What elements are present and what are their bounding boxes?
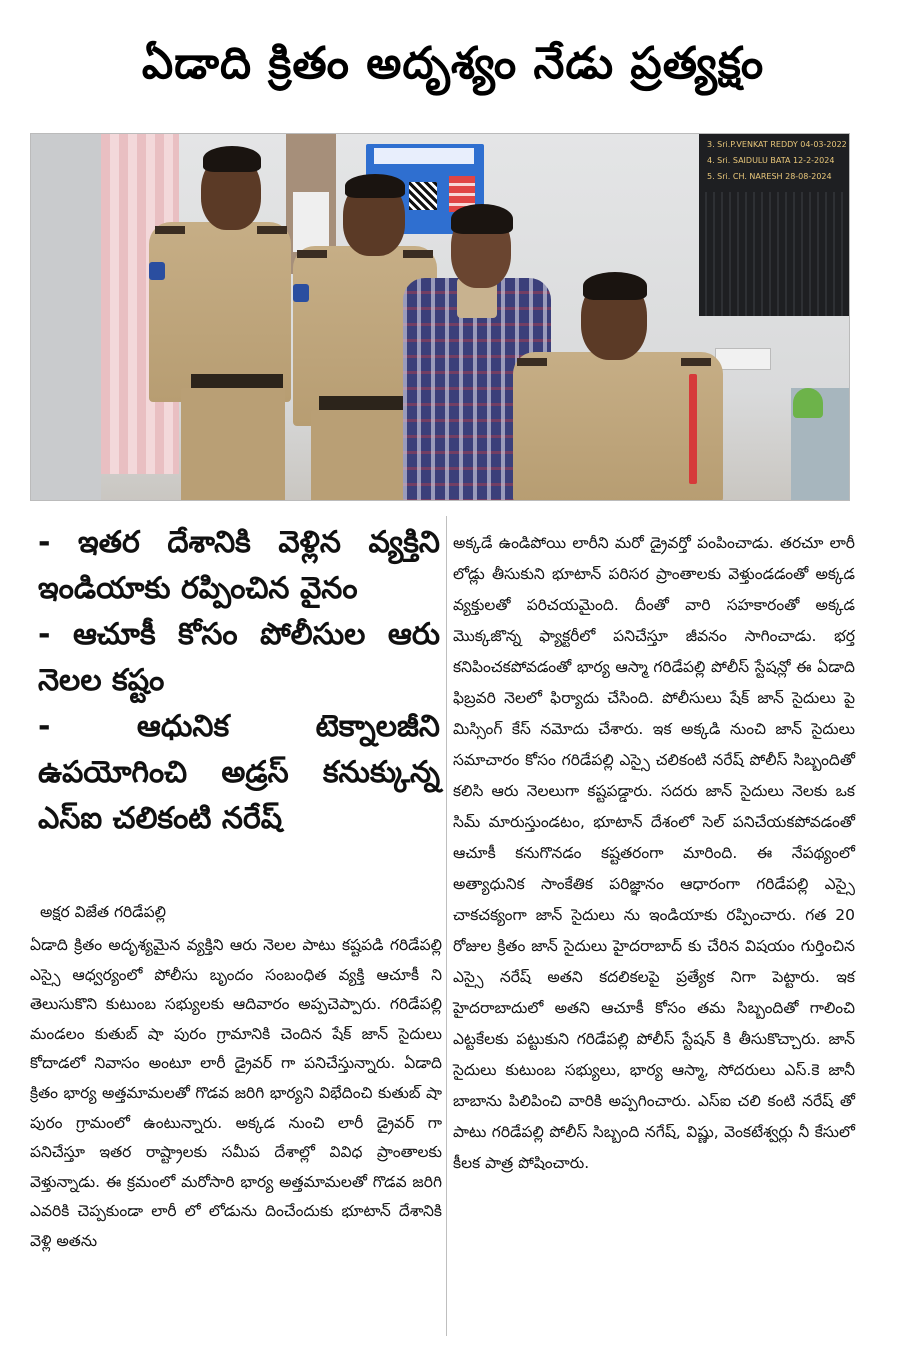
police-badge-icon bbox=[149, 262, 165, 280]
article-body-left: ఏడాది క్రితం అదృశ్యమైన వ్యక్తిని ఆరు నెలల పాటు కష్టపడి గరిడేపల్లి ఎస్సై ఆధ్వర్యంలో పోలీసు బృందం సంబంధిత వ్యక్తి ఆచూకీ ని తెలుసుకొని కుటుంబ సభ్యులకు ఆదివారం అప్పచెప్పారు. గరిడేపల్లి మండలం కుతుబ్ షా పురం గ్రామానికి చెందిన షేక్ జాన్ సైదులు కోదాడలో నివాసం అంటూ లారీ డ్రైవర్ గా పనిచేస్తున్నారు. ఏడాది క్రితం భార్య అత్తమామలతో గొడవ జరిగి భార్యని విభేదించి కుతుబ్ షా పురం గ్రామంలో ఉంటున్నారు. అక్కడ నుంచి లారీ డ్రైవర్ గా పనిచేస్తూ ఇతర రాష్ట్రాలకు సమీప దేశాల్లో వివిధ ప్రాంతాలకు వెళ్తున్నాడు. ఈ క్రమంలో మరోసారి భార్య అత్తమామలతో గొడవ జరిగి ఎవరికి చెప్పకుండా లారీ లో లోడును దించేందుకు భూటాన్ దేశానికి వెళ్లి అతను bbox=[30, 936, 442, 1250]
board-row: 4. Sri. SAIDULU BATA 12-2-2024 bbox=[707, 156, 835, 165]
headline: ఏడాది క్రితం అదృశ్యం నేడు ప్రత్యక్షం bbox=[141, 38, 765, 89]
board-row: 5. Sri. CH. NARESH 28-08-2024 bbox=[707, 172, 832, 181]
board-row: 3. Sri.P.VENKAT REDDY 04-03-2022 bbox=[707, 140, 847, 149]
highlight-bullet: - ఇతర దేశానికి వెళ్లిన వ్యక్తిని ఇండియాకు రప్పించిన వైనం bbox=[38, 525, 440, 606]
plant-pot bbox=[793, 388, 823, 418]
photo-door-panel bbox=[293, 192, 329, 252]
highlight-bullet: - ఆచూకీ కోసం పోలీసుల ఆరు నెలల కష్టం bbox=[38, 617, 440, 698]
qr-code-icon bbox=[409, 182, 437, 210]
byline: అక్షర విజేత గరిడేపల్లి bbox=[40, 903, 167, 921]
article-body-right: అక్కడే ఉండిపోయి లారీని మరో డ్రైవర్తో పంపించాడు. తరచూ లారీ లోడ్లు తీసుకుని భూటాన్ పరిసర ప్రాంతాలకు వెళ్తుండడంతో అక్కడ వ్యక్తులతో పరిచయమైంది. దీంతో వారి సహకారంతో అక్కడ మొక్కజొన్న ఫ్యాక్టరీలో పనిచేస్తూ జీవనం సాగించాడు. భర్త కనిపించకపోవడంతో భార్య ఆస్మా గరిడేపల్లి పోలీస్ స్టేషన్లో ఈ ఏడాది ఫిబ్రవరి నెలలో ఫిర్యాదు చేసింది. పోలీసులు షేక్ జాన్ సైదులు పై మిస్సింగ్ కేస్ నమోదు చేశారు. ఇక అక్కడి నుంచి జాన్ సైదులు సమాచారం కోసం గరిడేపల్లి ఎస్సై చలికంటి నరేష్ పోలీస్ సిబ్బందితో కలిసి ఆరు నెలలుగా కష్టపడ్డారు. సదరు జాన్ సైదులు నెలకు ఒక సిమ్ మారుస్తుండటం, భూటాన్ దేశంలో సెల్ పనిచేయకపోవడంతో ఆచూకీ కనుగొనడం కష్టతరంగా మారింది. ఈ నేపథ్యంలో అత్యాధునిక సాంకేతిక పరిజ్ఞానం ఆధారంగా గరిడేపల్లి ఎస్సై చాకచక్యంగా జాన్ సైదులు ను ఇండియాకు రప్పించారు. గత 20 రోజుల క్రితం జాన్ సైదులు హైదరాబాద్ కు చేరిన విషయం గుర్తించిన ఎస్సై నరేష్ అతని కదలికలపై ప్రత్యేక నిగా పెట్టారు. ఇక హైదరాబాదులో అతని ఆచూకీ కోసం తమ సిబ్బందితో గాలించి ఎట్టకేలకు పట్టుకుని గరిడేపల్లి పోలీస్ స్టేషన్ కి తీసుకొచ్చారు. జాన్ సైదులు కుటుంబ సభ్యులు, భార్య ఆస్మా, సోదరులు ఎస్.కె జానీ బాబాను పిలిపించి వారికి అప్పగించారు. ఎస్ఐ చలి కంటి నరేష్ తో పాటు గరిడేపల్లి పోలీస్ సిబ్బంది నగేష్, విష్ణు, వెంకటేశ్వర్లు నీ కేసులో కీలక పాత్ర పోషించారు. bbox=[453, 534, 855, 1172]
police-badge-icon bbox=[293, 284, 309, 302]
board-blank-rows bbox=[699, 192, 850, 316]
wall-poster-header bbox=[374, 148, 474, 164]
switch-board bbox=[715, 348, 771, 370]
column-divider bbox=[446, 516, 447, 1336]
news-photo bbox=[30, 133, 850, 501]
highlights bbox=[30, 520, 440, 842]
highlight-bullet: - ఆధునిక టెక్నాలజీని ఉపయోగించి అడ్రస్ కనుక్కున్న ఎస్ఐ చలికంటి నరేష్ bbox=[38, 709, 440, 836]
photo-side-wall bbox=[31, 134, 101, 501]
